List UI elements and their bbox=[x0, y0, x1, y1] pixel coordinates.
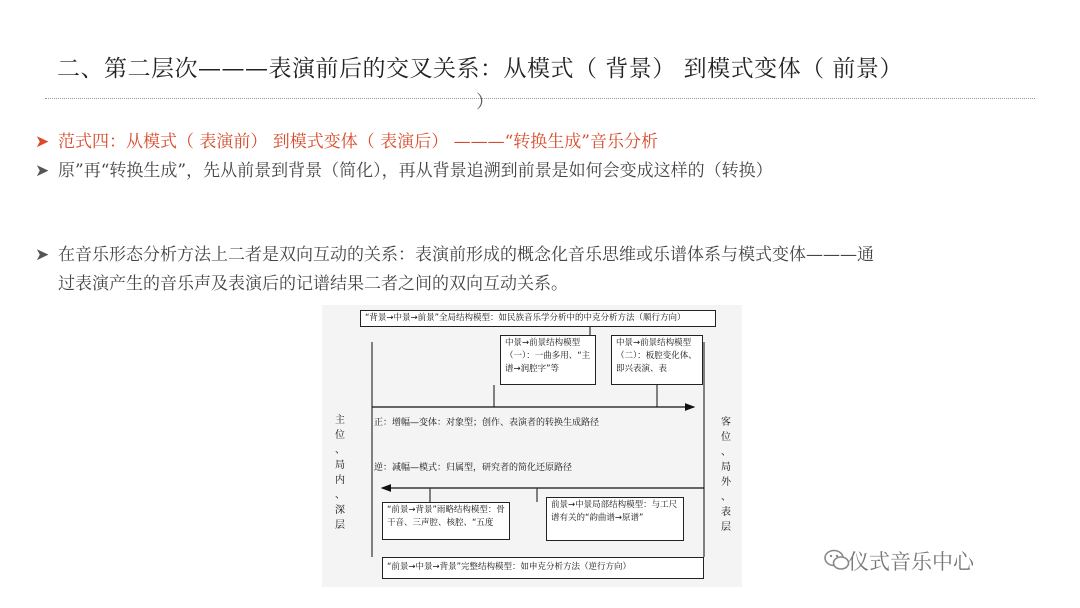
bullet-text: 在音乐形态分析方法上二者是双向互动的关系：表演前形成的概念化音乐思维或乐谱体系与模式变体———通 bbox=[58, 245, 874, 265]
arrow-bullet-icon: ➤ bbox=[35, 132, 50, 152]
watermark-text: 仪式音乐中心 bbox=[848, 550, 974, 574]
wechat-icon bbox=[824, 548, 850, 572]
bullet-text: 范式四：从模式（ 表演前） 到模式变体（ 表演后） ———“转换生成”音乐分析 bbox=[58, 132, 658, 152]
partial-model-box: 前景→中景局部结构模型：与工尺谱有关的“韵曲谱→原谱” bbox=[546, 497, 684, 541]
middle-model-box-2: 中景→前景结构模型（二）：板腔变化体、即兴表演、表 bbox=[611, 335, 703, 385]
right-side-label: 客 位 、 局 外 、 表 层 bbox=[721, 417, 731, 533]
left-side-label: 主 位 、 局 内 、 深 层 bbox=[335, 415, 345, 531]
bullet-text-continued: 过表演产生的音乐声及表演后的记谱结果二者之间的双向互动关系。 bbox=[58, 274, 568, 294]
bullet-item bbox=[35, 158, 773, 185]
reverse-path-label: 逆：减幅—模式：归属型，研究者的简化还原路径 bbox=[374, 463, 573, 473]
title-divider bbox=[45, 98, 1035, 99]
complete-model-box: “前景→中景→背景”完整结构模型：如申克分析方法（逆行方向） bbox=[382, 557, 704, 579]
structure-diagram bbox=[322, 305, 742, 587]
arrow-bullet-icon: ➤ bbox=[35, 245, 50, 265]
middle-model-box-1: 中景→前景结构模型（一）：一曲多用、“主谱→润腔字”等 bbox=[500, 335, 596, 385]
global-model-box: “背景→中景→前景”全局结构模型：如民族音乐学分析中的中克分析方法（顺行方向） bbox=[360, 310, 716, 327]
bullet-item bbox=[35, 242, 874, 269]
outline-model-box: “前景→背景”雨略结构模型：骨干音、三声腔、核腔、“五度 bbox=[382, 502, 510, 540]
slide-title: 二、第二层次———表演前后的交叉关系：从模式（ 背景） 到模式变体（ 前景） bbox=[57, 56, 903, 82]
title-overflow: ） bbox=[476, 92, 494, 113]
bullet-text: 原”再“转换生成”，先从前景到背景（简化），再从背景追溯到前景是如何会变成这样的（转换） bbox=[58, 161, 773, 181]
forward-path-label: 正：增幅—变体：对象型；创作、表演者的转换生成路径 bbox=[374, 418, 600, 428]
arrow-bullet-icon: ➤ bbox=[35, 161, 50, 181]
bullet-item bbox=[35, 129, 658, 156]
